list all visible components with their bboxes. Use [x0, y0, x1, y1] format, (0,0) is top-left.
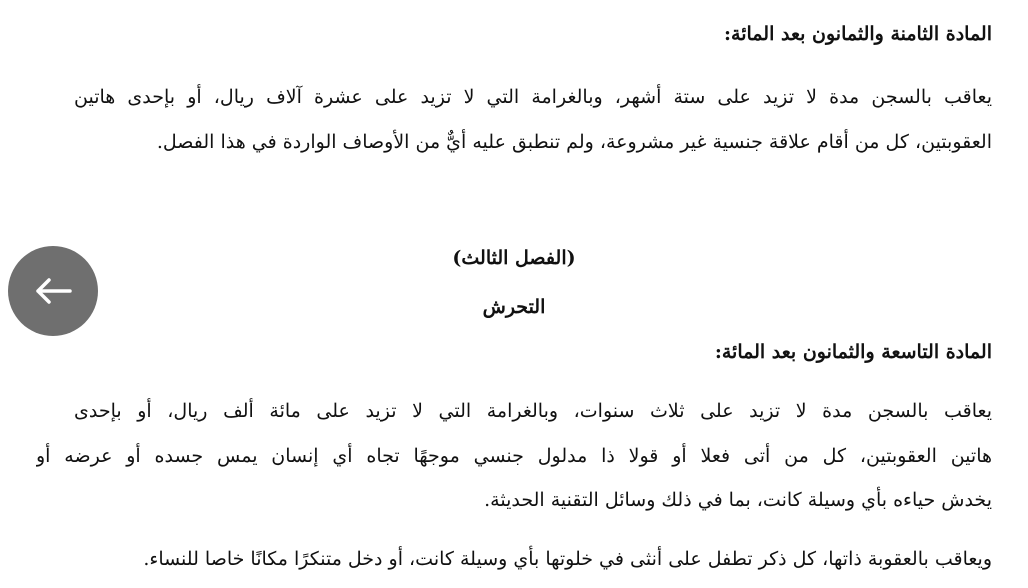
chapter-number: (الفصل الثالث) [452, 247, 576, 269]
article-189-line-4: ويعاقب بالعقوبة ذاتها، كل ذكر تطفل على أنثى في خلوتها بأي وسيلة كانت، أو دخل متنكرًا مكانًا خاصا للنساء. [143, 548, 992, 570]
article-188-line-2: العقوبتين، كل من أقام علاقة جنسية غير مشروعة، ولم تنطبق عليه أيٌّ من الأوصاف الواردة في هذا الفصل. [156, 131, 992, 153]
arrow-left-icon [33, 276, 73, 306]
article-189-line-2: هاتين العقوبتين، كل من أتى فعلا أو قولا ذا مدلول جنسي موجهًا تجاه أي إنسان يمس جسده أو عرضه أو [36, 445, 992, 467]
article-189-line-1: يعاقب بالسجن مدة لا تزيد على ثلاث سنوات، وبالغرامة التي لا تزيد على مائة ألف ريال، أو بإحدى [74, 400, 992, 422]
article-189-line-3: يخدش حياءه بأي وسيلة كانت، بما في ذلك وسائل التقنية الحديثة. [484, 489, 992, 511]
chapter-title: التحرش [482, 296, 546, 318]
back-button[interactable] [8, 246, 98, 336]
article-188-heading: المادة الثامنة والثمانون بعد المائة: [724, 23, 992, 45]
article-189-heading: المادة التاسعة والثمانون بعد المائة: [714, 341, 992, 363]
article-188-line-1: يعاقب بالسجن مدة لا تزيد على ستة أشهر، وبالغرامة التي لا تزيد على عشرة آلاف ريال، أو بإحدى هاتين [74, 86, 992, 108]
